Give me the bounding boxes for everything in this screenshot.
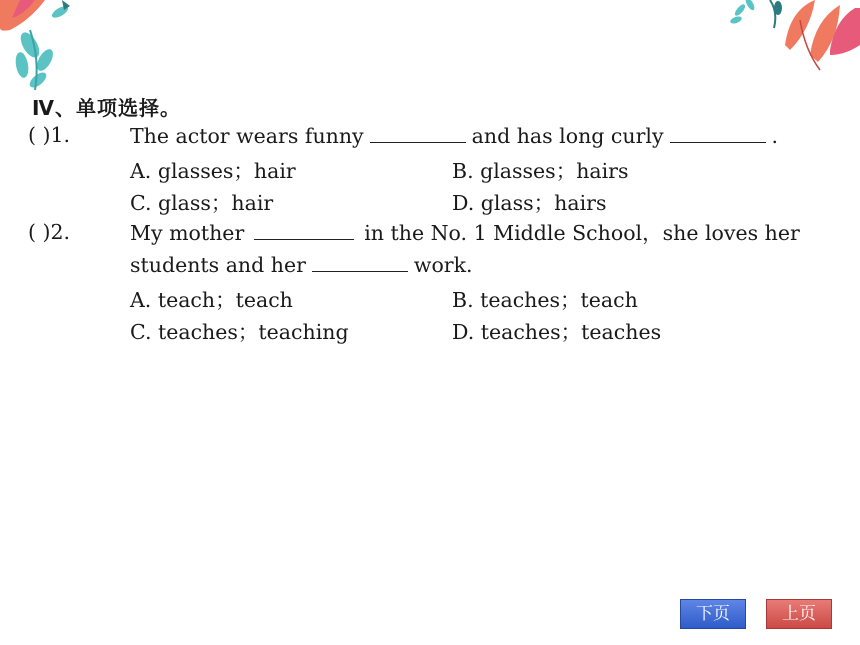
- previous-page-button[interactable]: 上页: [766, 599, 832, 629]
- answer-paren[interactable]: ( ): [28, 220, 51, 244]
- answer-blank: [254, 219, 354, 240]
- question-text: .: [771, 124, 779, 148]
- option-a[interactable]: A. glasses；hair: [130, 159, 296, 183]
- question-text: work.: [413, 253, 473, 277]
- answer-blank: [312, 251, 408, 272]
- answer-blank: [370, 122, 466, 143]
- answer-blank: [670, 122, 766, 143]
- option-a[interactable]: A. teach；teach: [130, 288, 293, 312]
- option-b[interactable]: B. teaches；teach: [452, 288, 638, 312]
- floral-decoration-icon: [0, 0, 90, 95]
- question-text: in the No. 1 Middle School，she loves her: [364, 221, 800, 245]
- question-number: 2.: [50, 220, 71, 244]
- question-text: and has long curly: [471, 124, 664, 148]
- option-c[interactable]: C. teaches；teaching: [130, 320, 349, 344]
- question-text: My mother: [130, 221, 245, 245]
- answer-paren[interactable]: ( ): [28, 123, 51, 147]
- leaf-decoration-icon: [730, 0, 860, 72]
- question-text: The actor wears funny: [130, 124, 364, 148]
- option-c[interactable]: C. glass；hair: [130, 191, 274, 215]
- option-d[interactable]: D. glass；hairs: [452, 191, 607, 215]
- section-title: Ⅳ、单项选择。: [32, 96, 181, 120]
- next-page-button[interactable]: 下页: [680, 599, 746, 629]
- question-text: students and her: [130, 253, 306, 277]
- option-b[interactable]: B. glasses；hairs: [452, 159, 629, 183]
- question-number: 1.: [50, 123, 71, 147]
- option-d[interactable]: D. teaches；teaches: [452, 320, 662, 344]
